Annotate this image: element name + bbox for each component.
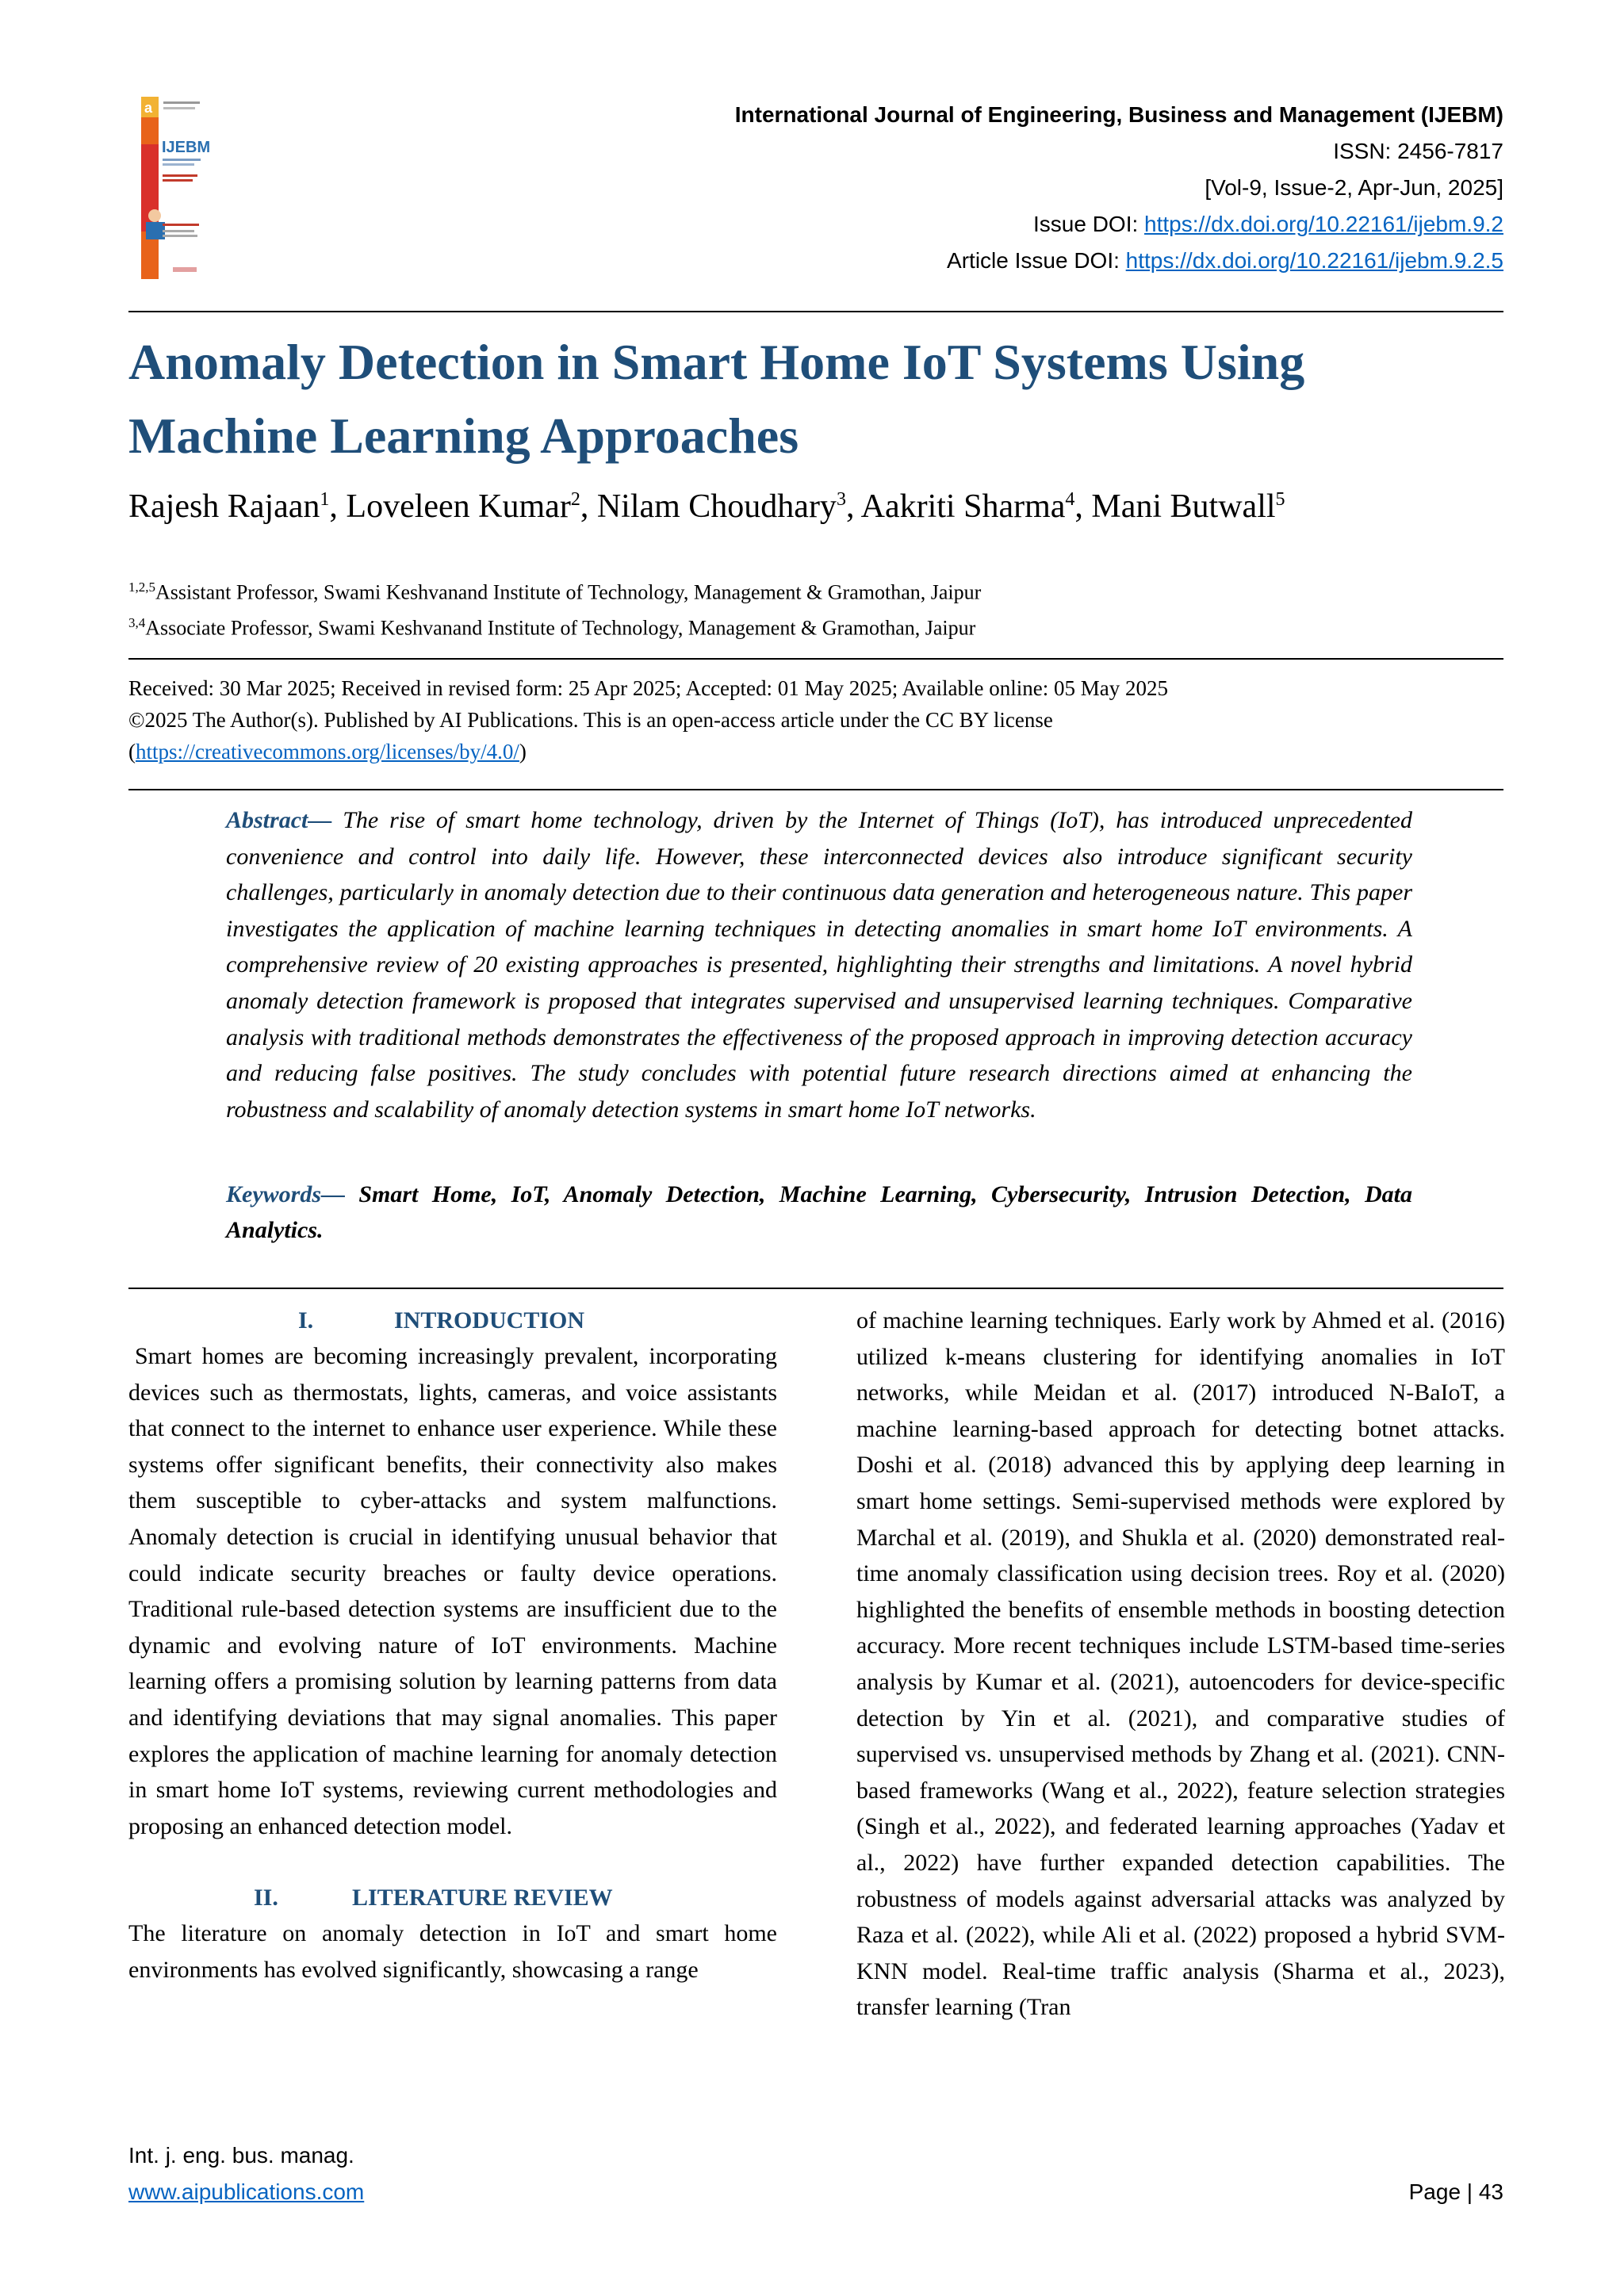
author-name: Rajesh Rajaan <box>128 488 320 525</box>
author-separator: , <box>580 488 597 525</box>
section-title: LITERATURE REVIEW <box>352 1885 613 1911</box>
publication-dates <box>128 672 1503 767</box>
abstract-dash: — <box>308 807 343 833</box>
section-spacer <box>128 1844 777 1880</box>
author-separator: , <box>329 488 347 525</box>
author-affiliation-marker: 3 <box>836 489 846 510</box>
volume-issue: [Vol-9, Issue-2, Apr-Jun, 2025] <box>1205 175 1503 200</box>
section-number: II. <box>254 1885 278 1911</box>
author-affiliation-marker: 2 <box>570 489 580 510</box>
affiliation-2-text: Associate Professor, Swami Keshvanand Institute of Technology, Management & Gramothan, Jaipur <box>145 616 976 640</box>
keywords-dash: — <box>321 1181 359 1207</box>
svg-text:IJEBM: IJEBM <box>162 139 211 156</box>
affiliation-2 <box>128 608 981 644</box>
affiliation-divider <box>128 658 1503 660</box>
author-name: Loveleen Kumar <box>346 488 571 525</box>
article-doi-label: Article Issue DOI: <box>947 248 1126 273</box>
affiliation-1 <box>128 572 981 608</box>
section-heading-literature-review <box>128 1880 777 1915</box>
affiliation-1-marker: 1,2,5 <box>128 580 155 595</box>
author-separator: , <box>1074 488 1092 525</box>
keywords <box>226 1177 1412 1248</box>
section-heading-introduction <box>128 1303 777 1338</box>
affiliations <box>128 572 981 643</box>
issn: ISSN: 2456-7817 <box>1333 139 1503 163</box>
paper-title: Anomaly Detection in Smart Home IoT Systems Using Machine Learning Approaches <box>128 334 1305 464</box>
copyright-line: ©2025 The Author(s). Published by AI Publications. This is an open-access article under the CC BY license <box>128 708 1053 732</box>
keywords-text: Smart Home, IoT, Anomaly Detection, Machine Learning, Cybersecurity, Intrusion Detection, Data Analytics. <box>226 1181 1412 1243</box>
author-name: Nilam Choudhary <box>596 488 837 525</box>
article-doi-link[interactable]: https://dx.doi.org/10.22161/ijebm.9.2.5 <box>1125 248 1503 273</box>
issue-doi-label: Issue DOI: <box>1032 212 1145 236</box>
dates-line: Received: 30 Mar 2025; Received in revised form: 25 Apr 2025; Accepted: 01 May 2025; Available online: 05 May 2025 <box>128 676 1168 700</box>
introduction-paragraph: Smart homes are becoming increasingly prevalent, incorporating devices such as thermostats, lights, cameras, and voice assistants that connect to the internet to enhance user experience. While these systems offer significant benefits, their connectivity also makes them susceptible to cyber-attacks and system malfunctions. Anomaly detection is crucial in identifying unusual behavior that could indicate security breaches or faulty device operations. Traditional rule-based detection systems are insufficient due to the dynamic and evolving nature of IoT environments. Machine learning offers a promising solution by learning patterns from data and identifying deviations that may signal anomalies. This paper explores the application of machine learning for anomaly detection in smart home IoT systems, reviewing current methodologies and proposing an enhanced detection model. <box>128 1343 777 1839</box>
author-list <box>128 476 1285 530</box>
abstract-bottom-divider <box>128 1288 1503 1289</box>
header-divider <box>128 311 1503 312</box>
affiliation-1-text: Assistant Professor, Swami Keshvanand Institute of Technology, Management & Gramothan, Jaipur <box>155 580 982 604</box>
license-paren-open: ( <box>128 740 136 763</box>
right-column <box>856 1303 1505 2026</box>
section-number: I. <box>298 1307 314 1334</box>
license-link[interactable]: https://creativecommons.org/licenses/by/4.0/ <box>136 740 519 763</box>
website-link[interactable]: www.aipublications.com <box>128 2179 365 2204</box>
author-affiliation-marker: 4 <box>1065 489 1075 510</box>
journal-cover-image <box>141 97 211 279</box>
section-title: INTRODUCTION <box>394 1307 585 1334</box>
license-line <box>128 736 1503 767</box>
author-affiliation-marker: 1 <box>320 489 330 510</box>
page-number: Page | 43 <box>1408 2179 1503 2204</box>
abstract-top-divider <box>128 789 1503 790</box>
author-separator: , <box>845 488 861 525</box>
cover-graphic <box>141 97 211 279</box>
issue-doi-link[interactable]: https://dx.doi.org/10.22161/ijebm.9.2 <box>1144 212 1503 236</box>
license-paren-close: ) <box>519 740 527 763</box>
author-affiliation-marker: 5 <box>1275 489 1285 510</box>
affiliation-2-marker: 3,4 <box>128 614 146 630</box>
abstract-label: Abstract <box>226 807 308 833</box>
footer-left <box>128 2137 364 2210</box>
author-name: Aakriti Sharma <box>860 488 1066 525</box>
issue-doi <box>735 206 1503 243</box>
journal-abbreviation: Int. j. eng. bus. manag. <box>128 2143 354 2168</box>
left-column <box>128 1303 777 1988</box>
article-doi <box>735 243 1503 279</box>
journal-name: International Journal of Engineering, Business and Management (IJEBM) <box>734 102 1503 127</box>
literature-paragraph-start: The literature on anomaly detection in IoT and smart home environments has evolved significantly, showcasing a range <box>128 1920 777 1983</box>
keywords-label: Keywords <box>226 1181 321 1207</box>
journal-header <box>735 97 1503 279</box>
svg-text:a: a <box>144 100 153 116</box>
literature-paragraph-continued: of machine learning techniques. Early work by Ahmed et al. (2016) utilized k-means clustering for identifying anomalies in IoT networks, while Meidan et al. (2017) introduced N-BaIoT, a machine learning-based approach for detecting botnet attacks. Doshi et al. (2018) advanced this by applying deep learning in smart home settings. Semi-supervised methods were explored by Marchal et al. (2019), and Shukla et al. (2020) demonstrated real-time anomaly classification using decision trees. Roy et al. (2020) highlighted the benefits of ensemble methods in boosting detection accuracy. More recent techniques include LSTM-based time-series analysis by Kumar et al. (2021), autoencoders for device-specific detection by Yin et al. (2021), and comparative studies of supervised vs. unsupervised methods by Zhang et al. (2021). CNN-based frameworks (Wang et al., 2022), feature selection strategies (Singh et al., 2022), and federated learning approaches (Yadav et al., 2022) have further expanded detection capabilities. The robustness of models against adversarial attacks was analyzed by Raza et al. (2022), while Ali et al. (2022) proposed a hybrid SVM-KNN model. Real-time traffic analysis (Sharma et al., 2023), transfer learning (Tran <box>856 1307 1505 2021</box>
abstract <box>226 802 1412 1127</box>
author-name: Mani Butwall <box>1091 488 1276 525</box>
abstract-text: The rise of smart home technology, driven by the Internet of Things (IoT), has introduced unprecedented convenience and control into daily life. However, these interconnected devices also introduce significant security challenges, particularly in anomaly detection due to their continuous data generation and heterogeneous nature. This paper investigates the application of machine learning techniques in detecting anomalies in smart home IoT environments. A comprehensive review of 20 existing approaches is presented, highlighting their strengths and limitations. A novel hybrid anomaly detection framework is proposed that integrates supervised and unsupervised learning techniques. Comparative analysis with traditional methods demonstrates the effectiveness of the proposed approach in improving detection accuracy and reducing false positives. The study concludes with potential future research directions aimed at enhancing the robustness and scalability of anomaly detection systems in smart home IoT networks. <box>226 807 1412 1123</box>
